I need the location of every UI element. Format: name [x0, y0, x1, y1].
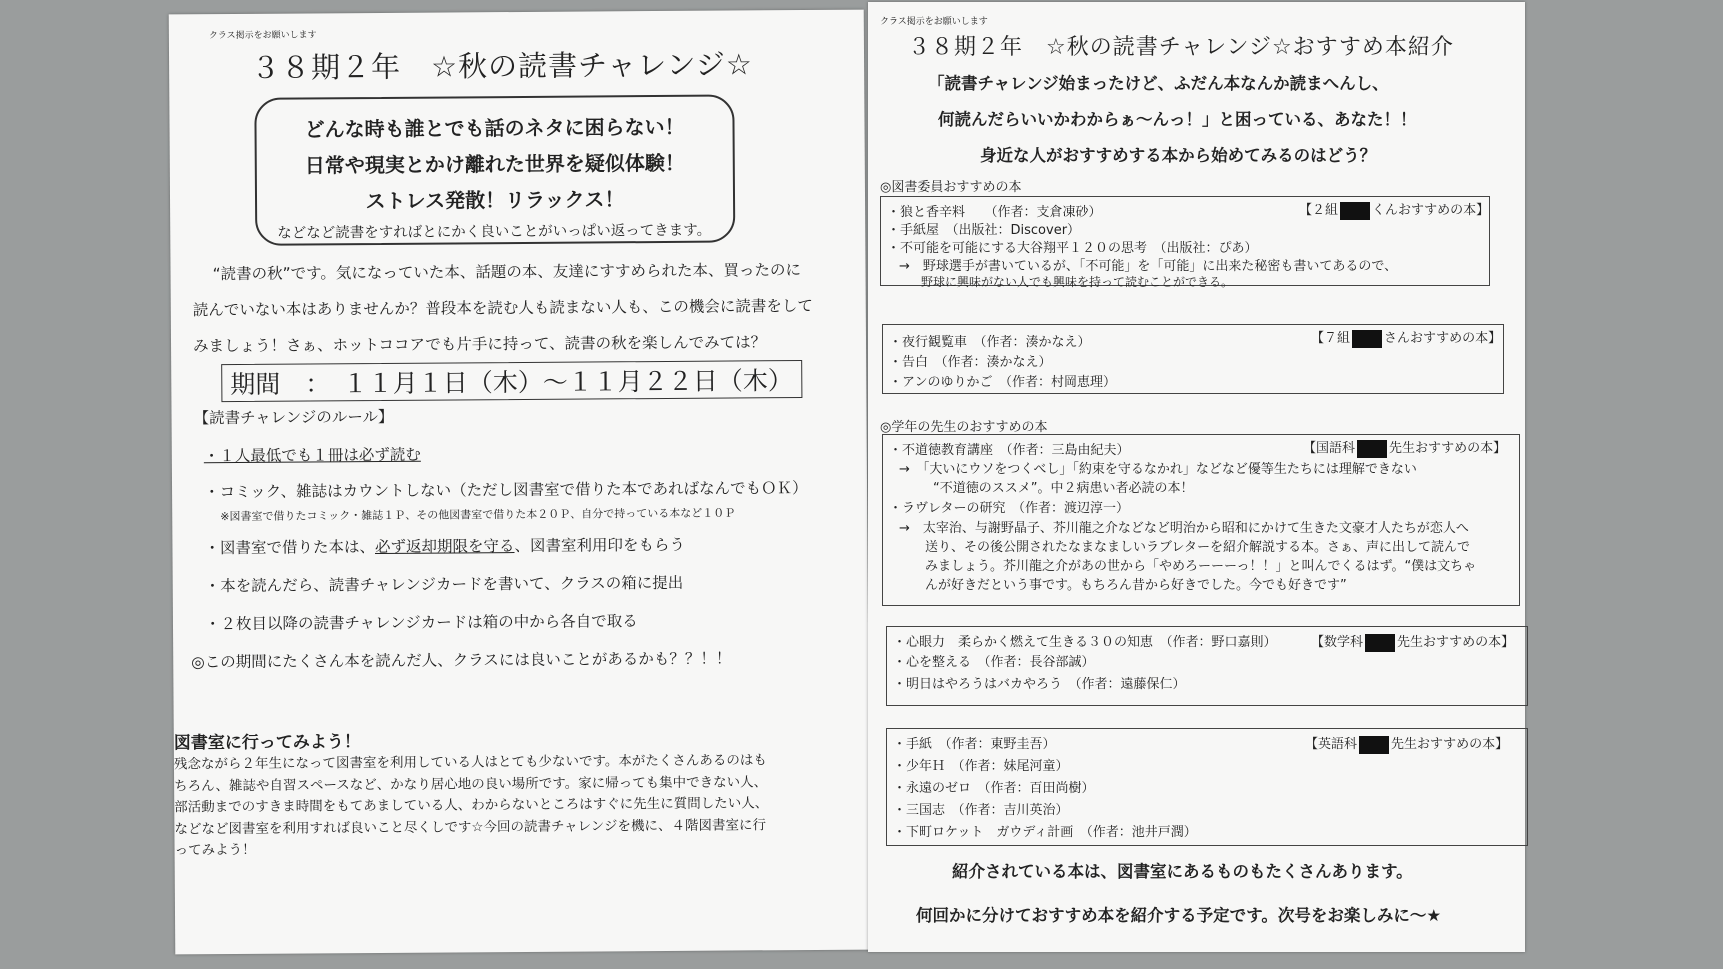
book-item: ・永遠のゼロ （作者：百田尚樹）: [893, 781, 1095, 796]
book-note: 送り、その後公開されたなまなましいラブレターを紹介解説する本。さぁ、声に出して読んで: [925, 540, 1470, 555]
book-item: ・狼と香辛料 （作者：支倉凍砂）: [887, 205, 1102, 220]
rule-4: ・本を読んだら、読書チャレンジカードを書いて、クラスの箱に提出: [204, 573, 684, 596]
tag-prefix: 【国語科: [1303, 441, 1356, 456]
tag-prefix: 【７組: [1311, 331, 1351, 346]
intro-line-2: 読んでいない本はありませんか？普段本を読む人も読まない人も、この機会に読書をして: [192, 296, 813, 320]
tag-suffix: くんおすすめの本】: [1372, 203, 1490, 218]
header-note: クラス掲示をお願いします: [208, 30, 317, 42]
book-item: ・不道徳教育講座 （作者：三島由紀夫）: [889, 443, 1130, 458]
recommender-tag: [1311, 327, 1501, 348]
recommend-box-japanese: [882, 434, 1520, 606]
section-teachers: ◎学年の先生のおすすめの本: [880, 420, 1048, 435]
book-item: ・夜行観覧車 （作者：湊かなえ）: [889, 335, 1091, 350]
right-handout: [868, 2, 1525, 952]
book-note: んが好きだという事です。もちろん昔から好きでした。今でも好きです”: [925, 578, 1347, 593]
footer-line-2: 何回かに分けておすすめ本を紹介する予定です。次号をお楽しみに～★: [916, 906, 1442, 925]
book-item: ・不可能を可能にする大谷翔平１２０の思考 （出版社：ぴあ）: [887, 241, 1258, 256]
book-item: ・三国志 （作者：吉川英治）: [893, 803, 1069, 818]
recommender-tag: [1311, 631, 1514, 652]
book-item: ・アンのゆりかご （作者：村岡恵理）: [889, 375, 1116, 390]
book-note: → 「大いにウソをつくべし」「約束を守るなかれ」などなど優等生たちには理解できない: [899, 462, 1417, 477]
book-note: → 太宰治、与謝野晶子、芥川龍之介などなど明治から昭和にかけて生きた文豪才人たちが恋人へ: [899, 521, 1469, 536]
book-note: → 野球選手が書いているが、「不可能」を「可能」に出来た秘密も書いてあるので、: [899, 259, 1398, 274]
footer-line-1: 紹介されている本は、図書室にあるものもたくさんあります。: [952, 862, 1413, 881]
redaction-block: [1365, 634, 1395, 652]
rule-2: ・コミック、雑誌はカウントしない（ただし図書室で借りた本であればなんでもＯＫ）: [204, 478, 808, 502]
rules-title: 【読書チャレンジのルール】: [193, 407, 394, 428]
library-heading: 図書室に行ってみよう！: [173, 732, 361, 754]
book-item: ・少年Ｈ （作者：妹尾河童）: [893, 759, 1069, 774]
book-note: みましょう。芥川龍之介があの世から「やめろーーーっ！！」と叫んでくるはず。“僕は文ちゃ: [925, 559, 1477, 574]
recommend-box-english: [886, 728, 1528, 846]
lead-line-2: 何読んだらいいかわからぁ～んっ！」と困っている、あなた！！: [938, 110, 1417, 129]
book-item: ・下町ロケット ガウディ計画 （作者：池井戸潤）: [893, 825, 1197, 840]
book-note: “不道徳のススメ”。中２病患い者必読の本！: [933, 481, 1194, 496]
callout-line-3: ストレス発散！リラックス！: [365, 187, 625, 214]
closing-line: ◎この期間にたくさん本を読んだ人、クラスには良いことがあるかも？？！！: [191, 649, 732, 672]
tag-suffix: 先生おすすめの本】: [1389, 441, 1507, 456]
redaction-block: [1359, 736, 1389, 754]
redaction-block: [1357, 440, 1387, 458]
book-item: ・手紙 （作者：東野圭吾）: [893, 737, 1056, 752]
recommender-tag: [1299, 199, 1489, 220]
book-note: 野球に興味がない人でも興味を持って読むことができる。: [921, 275, 1234, 289]
recommend-box-class2: [880, 196, 1490, 289]
rule-3-text-b: 、図書室利用印をもらう: [514, 535, 686, 556]
period-box: 期間 ： １１月１日（木）～１１月２２日（木）: [221, 360, 802, 402]
left-handout: [169, 10, 871, 955]
book-item: ・心を整える （作者：長谷部誠）: [893, 655, 1095, 670]
book-item: ・ラヴレターの研究 （作者：渡辺淳一）: [889, 501, 1129, 516]
rule-3-text-a: ・図書室で借りた本は、: [204, 538, 376, 558]
rule-3: [204, 533, 685, 558]
redaction-block: [1352, 330, 1382, 348]
benefits-callout: [254, 94, 735, 245]
recommend-box-class7: [882, 324, 1504, 394]
tag-suffix: さんおすすめの本】: [1384, 331, 1502, 346]
library-paragraph: 残念ながら２年生になって図書室を利用している人はとても少ないです。本がたくさんあるのはもちろん、雑誌や自習スペースなど、かなり居心地の良い場所です。家に帰っても集中できない人、部活動までのすきま時間をもてあましている人、わからないところはすぐに先生に質問したい人、などなど図書室を利用すれば良いこと尽くしです☆今回の読書チャレンジを機に、４階図書室に行ってみよう！: [173, 752, 769, 859]
rule-2-note: ※図書室で借りたコミック・雑誌１Ｐ、その他図書室で借りた本２０Ｐ、自分で持っている本など１０Ｐ: [220, 506, 736, 524]
tag-prefix: 【２組: [1299, 203, 1339, 218]
tag-prefix: 【英語科: [1305, 737, 1358, 752]
book-item: ・告白 （作者：湊かなえ）: [889, 355, 1052, 370]
rule-1: ・１人最低でも１冊は必ず読む: [203, 445, 421, 466]
book-item: ・手紙屋 （出版社：Discover）: [887, 223, 1081, 238]
lead-line-1: 「読書チャレンジ始まったけど、ふだん本なんか読まへんし、: [928, 74, 1389, 93]
header-note-right: クラス掲示をお願いします: [880, 17, 988, 27]
rule-3-emphasis: 必ず返却期限を守る: [374, 537, 515, 557]
book-item: ・心眼力 柔らかく燃えて生きる３０の知恵 （作者：野口嘉則）: [893, 635, 1277, 650]
callout-line-2: 日常や現実とかけ離れた世界を疑似体験！: [304, 150, 685, 178]
callout-line-1: どんな時も誰とでも話のネタに困らない！: [304, 114, 685, 142]
recommender-tag: [1305, 733, 1508, 754]
tag-suffix: 先生おすすめの本】: [1397, 635, 1515, 650]
intro-line-3: みましょう！さぁ、ホットココアでも片手に持って、読書の秋を楽しんでみては？: [192, 333, 767, 356]
recommend-box-math: [886, 626, 1528, 706]
book-item: ・明日はやろうはバカやろう （作者：遠藤保仁）: [893, 677, 1186, 692]
section-committee: ◎図書委員おすすめの本: [880, 180, 1022, 195]
lead-line-3: 身近な人がおすすめする本から始めてみるのはどう？: [980, 146, 1377, 165]
tag-prefix: 【数学科: [1311, 635, 1364, 650]
page-title-right: ３８期２年 ☆秋の読書チャレンジ☆おすすめ本紹介: [908, 35, 1454, 60]
recommender-tag: [1303, 437, 1506, 458]
intro-line-1: “読書の秋”です。気になっていた本、話題の本、友達にすすめられた本、買ったのに: [212, 261, 802, 284]
rule-5: ・２枚目以降の読書チャレンジカードは箱の中から各自で取る: [204, 612, 638, 634]
tag-suffix: 先生おすすめの本】: [1391, 737, 1509, 752]
redaction-block: [1340, 202, 1370, 220]
callout-tail: などなど読書をすればとにかく良いことがいっぱい返ってきます。: [277, 222, 712, 242]
page-title: ３８期２年 ☆秋の読書チャレンジ☆: [250, 47, 753, 85]
